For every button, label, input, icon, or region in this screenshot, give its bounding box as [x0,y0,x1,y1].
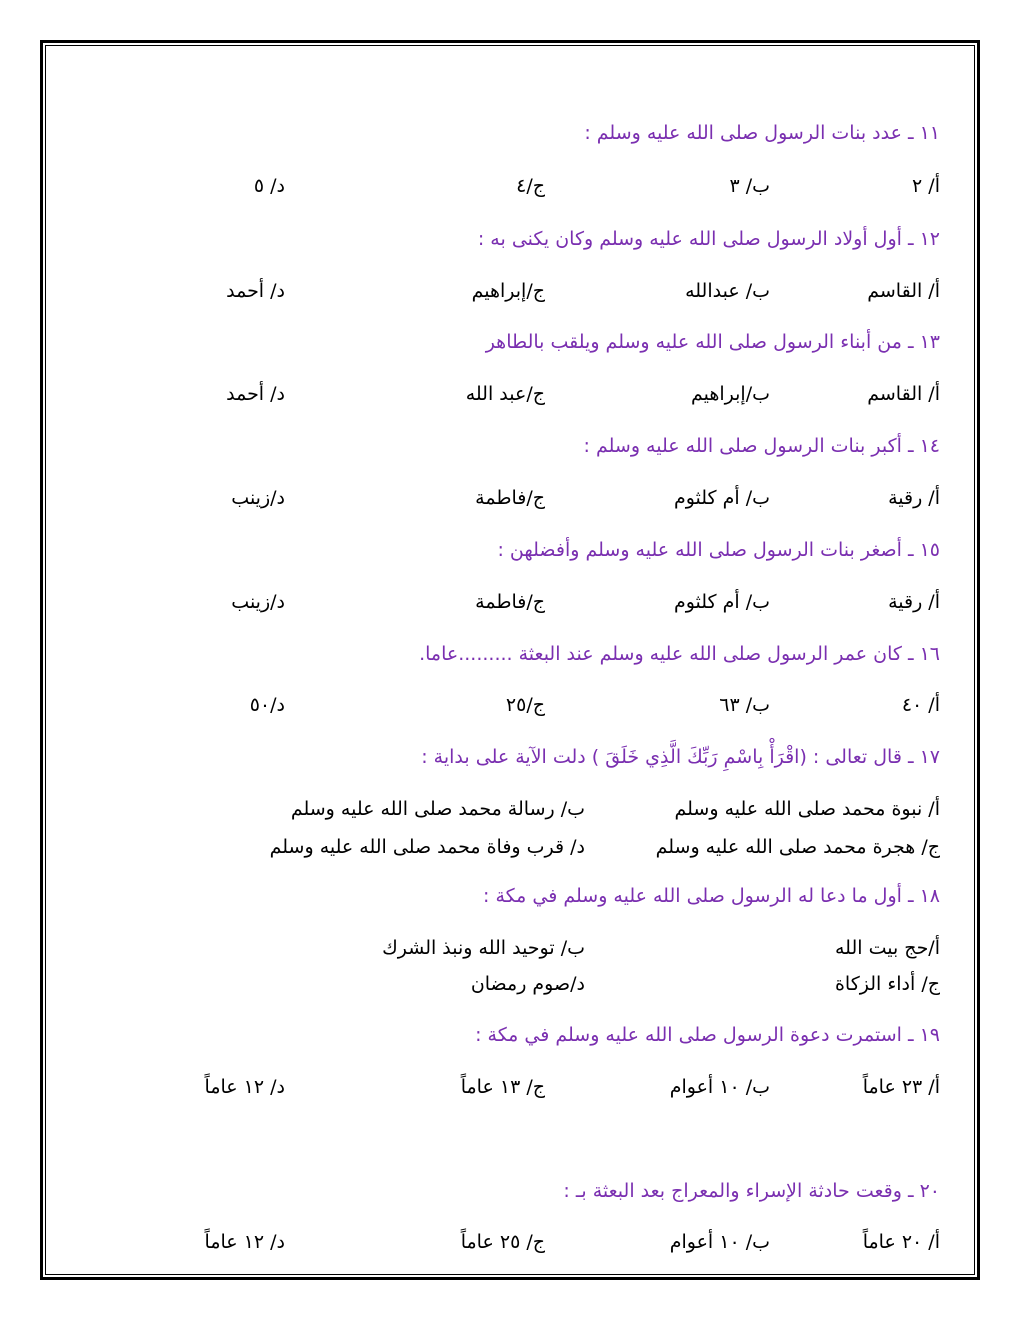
q17-option-c: ج/ هجرة محمد صلى الله عليه وسلم [655,836,940,858]
q12-option-a: أ/ القاسم [867,280,940,302]
q16-option-c: ج/٢٥ [505,694,545,716]
question-19: ١٩ ـ استمرت دعوة الرسول صلى الله عليه وسلم في مكة : [475,1024,940,1046]
q11-option-a: أ/ ٢ [912,175,940,197]
q16-option-b: ب/ ٦٣ [719,694,770,716]
q15-option-a: أ/ رقية [888,591,940,613]
question-12: ١٢ ـ أول أولاد الرسول صلى الله عليه وسلم وكان يكنى به : [477,228,940,250]
q18-option-d: د/صوم رمضان [470,973,585,995]
q13-option-c: ج/عبد الله [465,383,545,405]
q17-option-a: أ/ نبوة محمد صلى الله عليه وسلم [674,798,940,820]
q11-option-b: ب/ ٣ [729,175,770,197]
q11-option-c: ج/٤ [516,175,545,197]
q20-option-b: ب/ ١٠ أعوام [669,1231,770,1253]
q20-option-c: ج/ ٢٥ عاماً [460,1231,545,1253]
question-16: ١٦ ـ كان عمر الرسول صلى الله عليه وسلم عند البعثة .........عاما. [419,643,940,665]
q19-option-a: أ/ ٢٣ عاماً [862,1076,940,1098]
q11-option-d: د/ ٥ [253,175,285,197]
q18-option-c: ج/ أداء الزكاة [834,973,940,995]
q13-option-b: ب/إبراهيم [690,383,770,405]
q12-option-c: ج/إبراهيم [471,280,545,302]
question-11: ١١ ـ عدد بنات الرسول صلى الله عليه وسلم : [584,122,940,144]
q14-option-c: ج/فاطمة [475,487,545,509]
question-20: ٢٠ ـ وقعت حادثة الإسراء والمعراج بعد البعثة بـ : [563,1180,940,1202]
q14-option-d: د/زينب [231,487,285,509]
q12-option-d: د/ أحمد [226,280,285,302]
q12-option-b: ب/ عبدالله [685,280,770,302]
q15-option-c: ج/فاطمة [475,591,545,613]
q19-option-d: د/ ١٢ عاماً [204,1076,285,1098]
q17-option-d: د/ قرب وفاة محمد صلى الله عليه وسلم [269,836,585,858]
q19-option-b: ب/ ١٠ أعوام [669,1076,770,1098]
q14-option-b: ب/ أم كلثوم [673,487,770,509]
q18-option-b: ب/ توحيد الله ونبذ الشرك [382,937,585,959]
q19-option-c: ج/ ١٣ عاماً [460,1076,545,1098]
q17-option-b: ب/ رسالة محمد صلى الله عليه وسلم [290,798,585,820]
q15-option-b: ب/ أم كلثوم [673,591,770,613]
q13-option-d: د/ أحمد [226,383,285,405]
q18-option-a: أ/حج بيت الله [835,937,940,959]
q16-option-d: د/٥٠ [249,694,285,716]
q13-option-a: أ/ القاسم [867,383,940,405]
question-15: ١٥ ـ أصغر بنات الرسول صلى الله عليه وسلم وأفضلهن : [497,539,940,561]
question-14: ١٤ ـ أكبر بنات الرسول صلى الله عليه وسلم : [583,435,940,457]
question-18: ١٨ ـ أول ما دعا له الرسول صلى الله عليه وسلم في مكة : [483,885,940,907]
question-17: ١٧ ـ قال تعالى : (اقْرَأْ بِاسْمِ رَبِّكَ الَّذِي خَلَقَ ) دلت الآية على بداية : [421,746,940,768]
q20-option-d: د/ ١٢ عاماً [204,1231,285,1253]
q14-option-a: أ/ رقية [888,487,940,509]
question-13: ١٣ ـ من أبناء الرسول صلى الله عليه وسلم ويلقب بالطاهر [485,331,940,353]
q20-option-a: أ/ ٢٠ عاماً [862,1231,940,1253]
q16-option-a: أ/ ٤٠ [901,694,940,716]
q15-option-d: د/زينب [231,591,285,613]
